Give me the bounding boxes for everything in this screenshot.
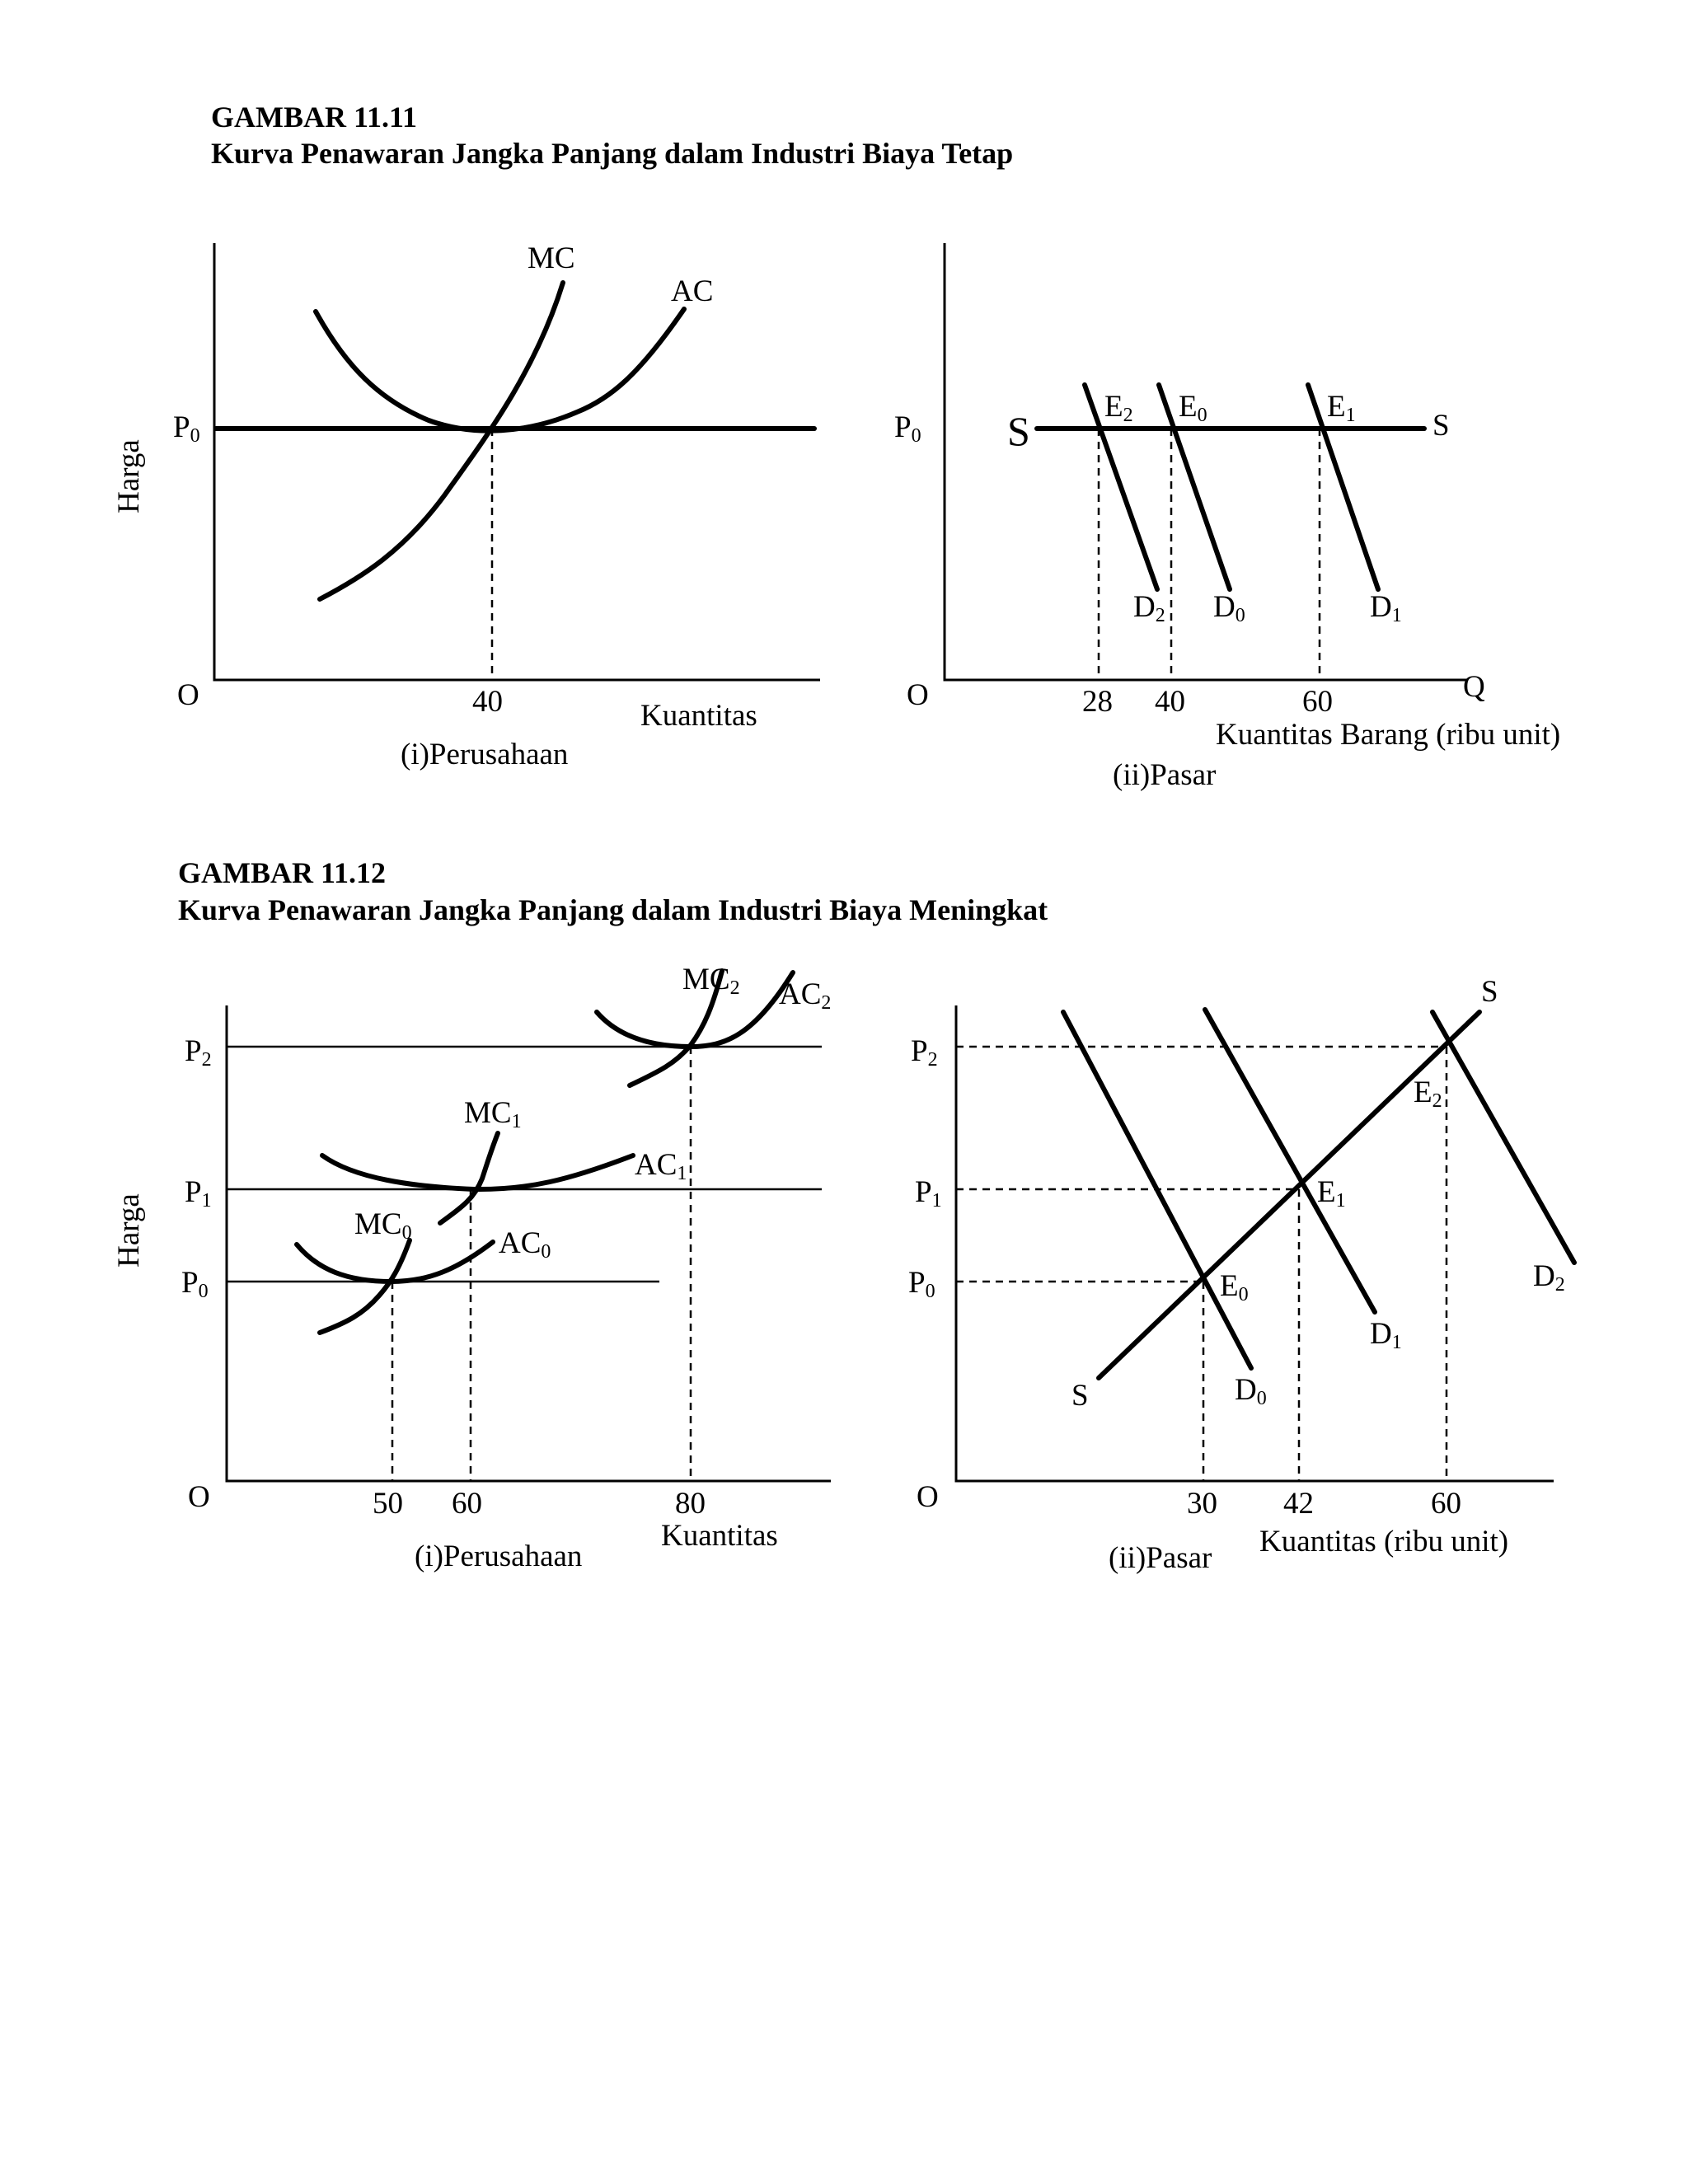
fig1-market-e0-label: E0	[1179, 390, 1207, 426]
fig2-firm-mc0-label: MC0	[354, 1207, 412, 1244]
fig1-market-supply-label-right: S	[1432, 409, 1450, 443]
fig2-market-x-tick-60: 60	[1431, 1487, 1461, 1521]
fig2-market-x-tick-42: 42	[1283, 1487, 1314, 1521]
fig2-market-x-tick-30: 30	[1187, 1487, 1217, 1521]
fig1-firm-mc-label: MC	[528, 241, 575, 275]
fig1-market-e2-label: E2	[1104, 390, 1133, 426]
fig1-firm-axes	[214, 243, 820, 680]
fig2-firm-caption: (i)Perusahaan	[415, 1540, 583, 1573]
fig2-firm-panel	[112, 963, 831, 1573]
fig2-market-x-label: Kuantitas (ribu unit)	[1259, 1525, 1509, 1558]
fig2-firm-mc0-curve	[320, 1240, 410, 1333]
figure-11-12-number: GAMBAR 11.12	[178, 856, 386, 889]
fig1-market-panel	[894, 243, 1560, 792]
fig1-market-x-tick-40: 40	[1155, 685, 1185, 719]
fig2-firm-x-tick-60: 60	[452, 1487, 482, 1521]
fig2-firm-origin: O	[188, 1480, 210, 1514]
figure-11-11-title: Kurva Penawaran Jangka Panjang dalam Industri Biaya Tetap	[211, 137, 1014, 170]
fig1-market-e1-label: E1	[1327, 390, 1356, 426]
fig1-market-d2-label: D2	[1133, 590, 1165, 626]
fig1-market-supply-label-left: S	[1007, 408, 1030, 454]
fig2-market-p1-label: P1	[915, 1175, 942, 1212]
fig2-firm-p1-label: P1	[185, 1175, 212, 1212]
fig2-market-d1-label: D1	[1370, 1317, 1402, 1353]
fig2-market-caption: (ii)Pasar	[1109, 1541, 1212, 1575]
figure-11-11-number: GAMBAR 11.11	[211, 101, 418, 134]
fig2-firm-mc2-label: MC2	[682, 963, 740, 999]
fig1-market-x-tick-28: 28	[1082, 685, 1113, 719]
fig1-market-x-label: Kuantitas Barang (ribu unit)	[1216, 718, 1561, 752]
fig2-market-p2-label: P2	[911, 1034, 938, 1071]
fig1-firm-mc-curve	[320, 283, 563, 599]
fig2-market-d0-label: D0	[1235, 1373, 1267, 1409]
fig2-market-d2-label: D2	[1533, 1259, 1565, 1296]
fig2-market-supply-line	[1099, 1012, 1479, 1378]
fig2-market-panel	[908, 975, 1574, 1575]
fig2-market-e2-label: E2	[1414, 1076, 1442, 1112]
fig2-firm-x-label: Kuantitas	[661, 1519, 778, 1553]
fig2-market-p0-label: P0	[908, 1266, 935, 1302]
fig1-market-origin: O	[907, 678, 929, 712]
fig2-market-demand-d1	[1205, 1010, 1375, 1312]
fig2-firm-p0-label: P0	[181, 1266, 209, 1302]
fig1-firm-ac-label: AC	[671, 274, 714, 308]
fig1-firm-x-label: Kuantitas	[640, 699, 757, 733]
fig2-market-demand-d2	[1432, 1012, 1574, 1263]
fig1-firm-origin: O	[177, 678, 199, 712]
fig2-market-axes	[956, 1005, 1554, 1481]
fig1-market-q-label: Q	[1463, 670, 1485, 704]
fig1-firm-panel	[112, 241, 820, 771]
fig1-market-d0-label: D0	[1213, 590, 1245, 626]
fig1-firm-x-tick-40: 40	[472, 685, 503, 719]
fig2-market-e1-label: E1	[1317, 1175, 1346, 1212]
fig1-firm-caption: (i)Perusahaan	[401, 738, 569, 771]
fig2-firm-y-label: Harga	[112, 1193, 146, 1268]
fig2-market-e0-label: E0	[1220, 1269, 1249, 1305]
fig2-firm-ac2-label: AC2	[779, 977, 832, 1014]
fig2-market-supply-label-bottom: S	[1071, 1379, 1089, 1413]
fig2-firm-mc1-curve	[440, 1133, 498, 1223]
fig2-firm-x-tick-80: 80	[675, 1487, 706, 1521]
fig1-market-x-tick-60: 60	[1302, 685, 1333, 719]
fig2-firm-ac1-label: AC1	[635, 1148, 687, 1184]
fig2-firm-x-tick-50: 50	[373, 1487, 403, 1521]
fig1-firm-y-label: Harga	[112, 439, 146, 513]
fig2-firm-mc1-label: MC1	[464, 1096, 522, 1132]
fig2-firm-ac0-label: AC0	[499, 1226, 551, 1263]
fig1-firm-p0-label: P0	[173, 410, 200, 447]
fig2-firm-p2-label: P2	[185, 1034, 212, 1071]
fig1-market-caption: (ii)Pasar	[1113, 758, 1217, 792]
fig1-market-p0-label: P0	[894, 410, 921, 447]
fig1-market-d1-label: D1	[1370, 590, 1402, 626]
figure-11-12-title: Kurva Penawaran Jangka Panjang dalam Industri Biaya Meningkat	[178, 893, 1048, 926]
fig2-market-origin: O	[917, 1480, 939, 1514]
fig2-market-supply-label-top: S	[1481, 975, 1498, 1009]
